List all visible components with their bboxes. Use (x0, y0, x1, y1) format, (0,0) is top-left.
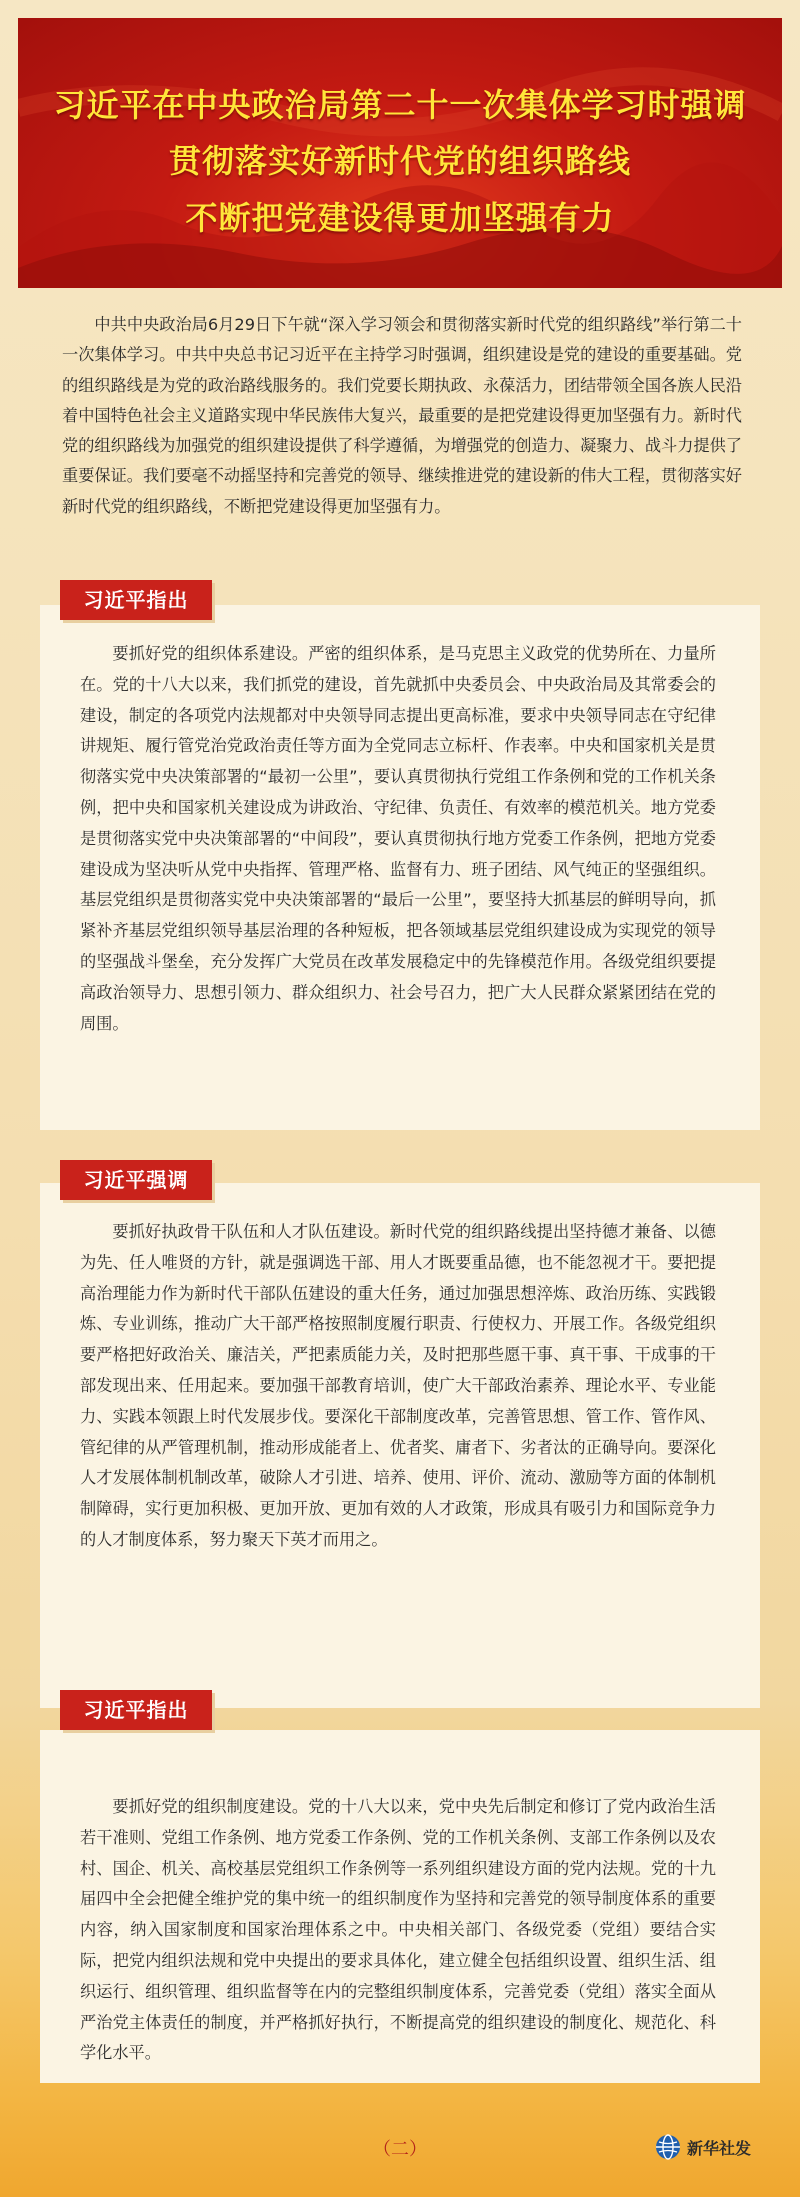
logo-text: 新华社发 (687, 2138, 752, 2158)
section-1-text: 要抓好党的组织体系建设。严密的组织体系，是马克思主义政党的优势所在、力量所在。党的十八大以来，我们抓党的建设，首先就抓中央委员会、中央政治局及其常委会的建设，制定的各项党内法规都对中央领导同志提出更高标准，要求中央领导同志在守纪律讲规矩、履行管党治党政治责任等方面为全党同志立标杆、作表率。中央和国家机关是贯彻落实党中央决策部署的“最初一公里”，要认真贯彻执行党组工作条例和党的工作机关条例，把中央和国家机关建设成为讲政治、守纪律、负责任、有效率的模范机关。地方党委是贯彻落实党中央决策部署的“中间段”，要认真贯彻执行地方党委工作条例，把地方党委建设成为坚决听从党中央指挥、管理严格、监督有力、班子团结、风气纯正的坚强组织。基层党组织是贯彻落实党中央决策部署的“最后一公里”，要坚持大抓基层的鲜明导向，抓紧补齐基层党组织领导基层治理的各种短板，把各领域基层党组织建设成为实现党的领导的坚强战斗堡垒，充分发挥广大党员在改革发展稳定中的先锋模范作用。各级党组织要提高政治领导力、思想引领力、群众组织力、社会号召力，把广大人民群众紧紧团结在党的周围。 (80, 644, 716, 1033)
section-2-label: 习近平强调 (60, 1160, 212, 1200)
xinhua-logo (655, 2134, 751, 2160)
section-card-3 (40, 1730, 760, 2083)
headline-line-3: 不断把党建设得更加坚强有力 (185, 199, 615, 237)
section-card-2 (40, 1183, 760, 1708)
headline-line-2: 贯彻落实好新时代党的组织路线 (168, 142, 631, 180)
section-card-1 (40, 605, 760, 1130)
header-banner (18, 18, 782, 288)
intro-paragraph: 中共中央政治局6月29日下午就“深入学习领会和贯彻落实新时代党的组织路线”举行第二十一次集体学习。中共中央总书记习近平在主持学习时强调，组织建设是党的建设的重要基础。党的组织路线是为党的政治路线服务的。我们党要长期执政、永葆活力，团结带领全国各族人民沿着中国特色社会主义道路实现中华民族伟大复兴，最重要的是把党建设得更加坚强有力。新时代党的组织路线为加强党的组织建设提供了科学遵循，为增强党的创造力、凝聚力、战斗力提供了重要保证。我们要毫不动摇坚持和完善党的领导、继续推进党的建设新的伟大工程，贯彻落实好新时代党的组织路线，不断把党建设得更加坚强有力。 (62, 315, 742, 516)
section-2-text: 要抓好执政骨干队伍和人才队伍建设。新时代党的组织路线提出坚持德才兼备、以德为先、任人唯贤的方针，就是强调选干部、用人才既要重品德，也不能忽视才干。要把提高治理能力作为新时代干部队伍建设的重大任务，通过加强思想淬炼、政治历练、实践锻炼、专业训练，推动广大干部严格按照制度履行职责、行使权力、开展工作。各级党组织要严格把好政治关、廉洁关，严把素质能力关，及时把那些愿干事、真干事、干成事的干部发现出来、任用起来。要加强干部教育培训，使广大干部政治素养、理论水平、专业能力、实践本领跟上时代发展步伐。要深化干部制度改革，完善管思想、管工作、管作风、管纪律的从严管理机制，推动形成能者上、优者奖、庸者下、劣者汰的正确导向。要深化人才发展体制机制改革，破除人才引进、培养、使用、评价、流动、激励等方面的体制机制障碍，实行更加积极、更加开放、更加有效的人才政策，形成具有吸引力和国际竞争力的人才制度体系，努力聚天下英才而用之。 (80, 1222, 716, 1549)
section-1-label: 习近平指出 (60, 580, 212, 620)
page-number: （二） (373, 2139, 427, 2160)
headline-line-1: 习近平在中央政治局第二十一次集体学习时强调 (53, 86, 747, 124)
xinhua-globe-icon (655, 2134, 681, 2160)
section-3-label: 习近平指出 (60, 1690, 212, 1730)
section-3-text: 要抓好党的组织制度建设。党的十八大以来，党中央先后制定和修订了党内政治生活若干准则、党组工作条例、地方党委工作条例、党的工作机关条例、支部工作条例以及农村、国企、机关、高校基层党组织工作条例等一系列组织建设方面的党内法规。党的十九届四中全会把健全维护党的集中统一的组织制度作为坚持和完善党的领导制度体系的重要内容，纳入国家制度和国家治理体系之中。中央相关部门、各级党委（党组）要结合实际，把党内组织法规和党中央提出的要求具体化，建立健全包括组织设置、组织生活、组织运行、组织管理、组织监督等在内的完整组织制度体系，完善党委（党组）落实全面从严治党主体责任的制度，并严格抓好执行，不断提高党的组织建设的制度化、规范化、科学化水平。 (80, 1797, 716, 2063)
